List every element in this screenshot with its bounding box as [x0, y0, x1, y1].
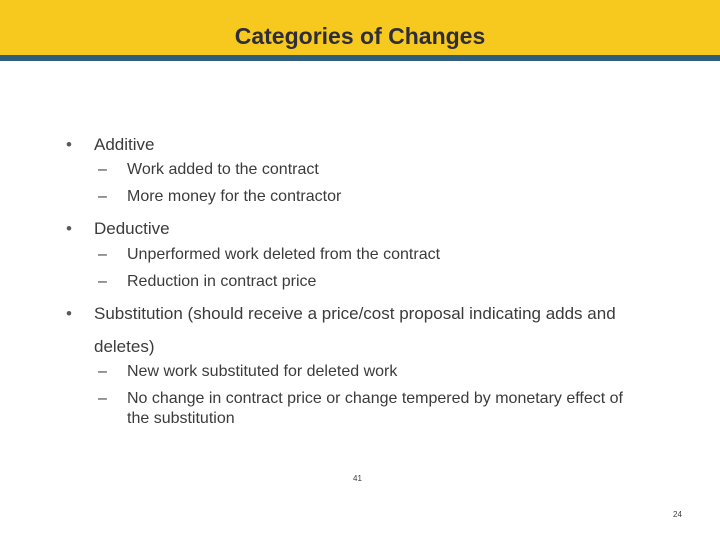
dash-icon: – — [98, 246, 107, 263]
list-item-continuation: deletes) — [94, 337, 155, 356]
bullet-icon: • — [66, 304, 72, 323]
list-item: Additive — [94, 135, 155, 154]
dash-icon: – — [98, 390, 107, 407]
sub-list-item: Work added to the contract — [127, 161, 319, 178]
sub-list-item: More money for the contractor — [127, 188, 342, 205]
sub-list-item: No change in contract price or change tempered by monetary effect of the substitution — [127, 390, 623, 427]
dash-icon: – — [98, 273, 107, 290]
page-title: Categories of Changes — [234, 23, 486, 49]
dash-icon: – — [98, 363, 107, 380]
dash-icon: – — [98, 161, 107, 178]
sub-list-item: New work substituted for deleted work — [127, 363, 398, 380]
sub-list-item: Reduction in contract price — [127, 273, 317, 290]
bullet-icon: • — [66, 135, 72, 154]
page-number: 24 — [673, 510, 682, 519]
dash-icon: – — [98, 188, 107, 205]
list-item: Substitution (should receive a price/cost proposal indicating adds and — [94, 304, 616, 323]
sub-list-item: Unperformed work deleted from the contract — [127, 246, 441, 263]
bullet-icon: • — [66, 219, 72, 238]
list-item: Deductive — [94, 219, 170, 238]
slide-number: 41 — [353, 474, 362, 483]
